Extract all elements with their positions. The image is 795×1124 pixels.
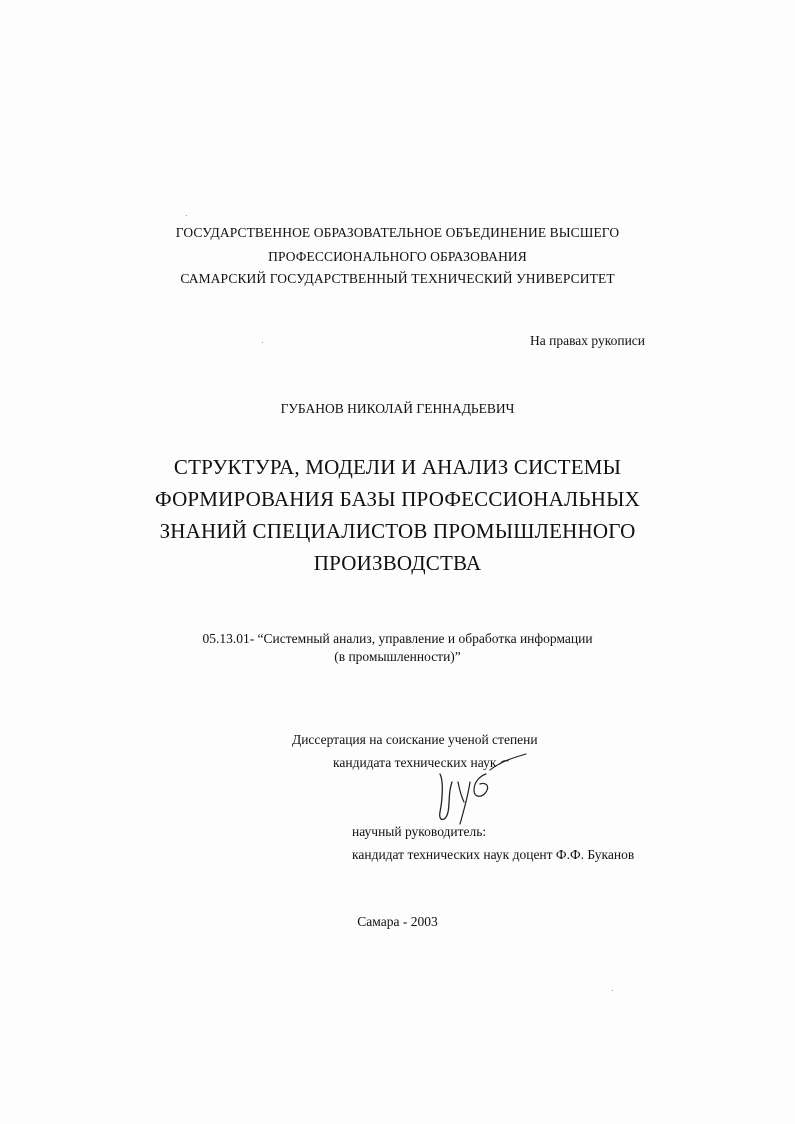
degree-line-1: Диссертация на соискание ученой степени	[292, 732, 538, 747]
thesis-title-line-4: ПРОИЗВОДСТВА	[313, 551, 482, 575]
supervisor-name: кандидат технических наук доцент Ф.Ф. Буканов	[352, 847, 635, 862]
scan-speck	[612, 990, 613, 991]
specialty-line-1: 05.13.01- “Системный анализ, управление и обработка информации	[202, 631, 593, 646]
supervisor-label: научный руководитель:	[352, 824, 487, 839]
scan-speck	[262, 342, 263, 343]
scan-speck	[186, 215, 187, 216]
thesis-title-line-1: СТРУКТУРА, МОДЕЛИ И АНАЛИЗ СИСТЕМЫ	[173, 455, 622, 479]
thesis-title-line-2: ФОРМИРОВАНИЯ БАЗЫ ПРОФЕССИОНАЛЬНЫХ	[155, 487, 640, 511]
specialty-line-2: (в промышленности)”	[334, 649, 461, 664]
institution-line-2: ПРОФЕССИОНАЛЬНОГО ОБРАЗОВАНИЯ	[268, 249, 527, 264]
author-name: ГУБАНОВ НИКОЛАЙ ГЕННАДЬЕВИЧ	[280, 401, 515, 416]
handwritten-signature	[430, 752, 530, 830]
institution-line-3: САМАРСКИЙ ГОСУДАРСТВЕННЫЙ ТЕХНИЧЕСКИЙ УНИВЕРСИТЕТ	[180, 271, 615, 286]
degree-line-2: кандидата технических наук	[333, 755, 497, 770]
place-and-year: Самара - 2003	[357, 914, 438, 929]
institution-line-1: ГОСУДАРСТВЕННОЕ ОБРАЗОВАТЕЛЬНОЕ ОБЪЕДИНЕНИЕ ВЫСШЕГО	[175, 225, 620, 240]
manuscript-rights-note: На правах рукописи	[530, 333, 646, 348]
thesis-title-line-3: ЗНАНИЙ СПЕЦИАЛИСТОВ ПРОМЫШЛЕННОГО	[159, 519, 636, 543]
